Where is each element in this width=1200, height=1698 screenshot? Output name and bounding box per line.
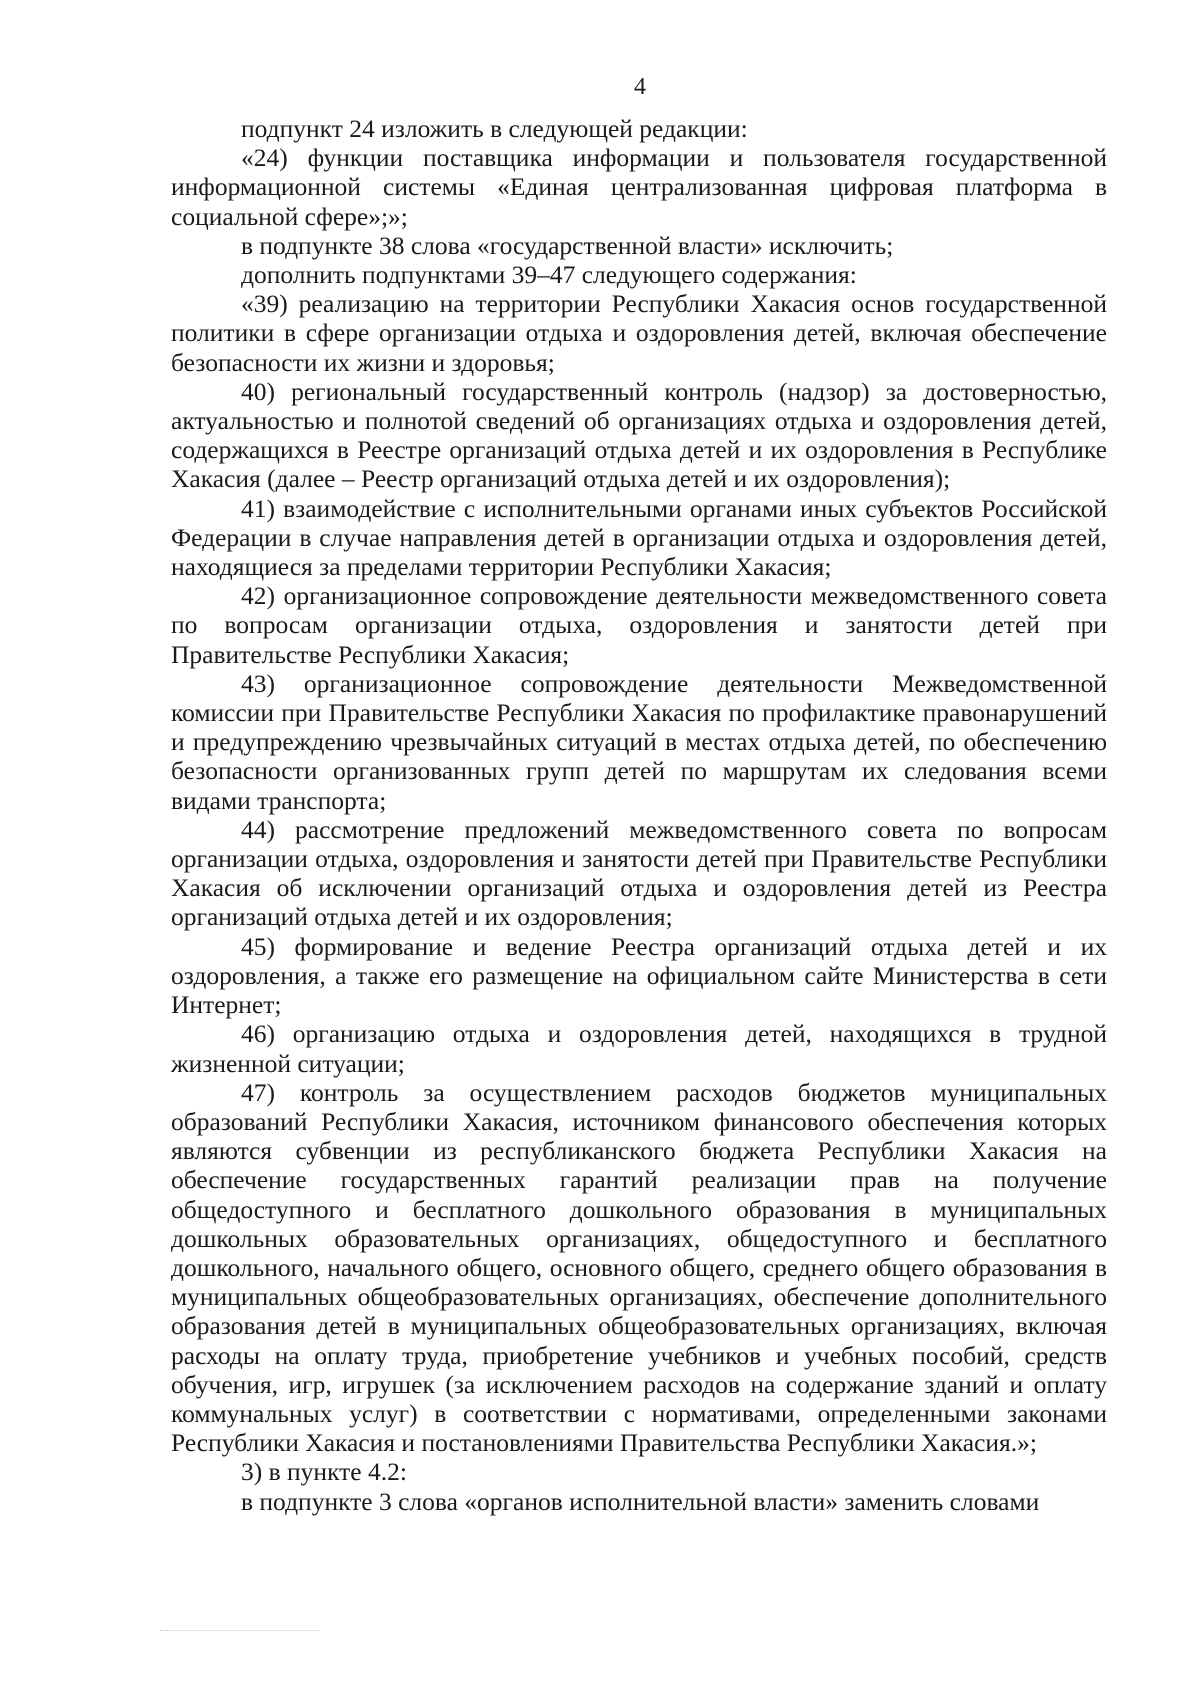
paragraph: дополнить подпунктами 39–47 следующего содержания: (241, 260, 857, 290)
paragraph: 44) рассмотрение предложений межведомственного совета по вопросам организации отдыха, оздоровления и занятости детей при Правительстве Республики Хакасия об исключении организаций отдыха и оздоровления детей из Реестра организаций отдыха детей и их оздоровления; (171, 814, 1107, 932)
scan-artifact (160, 1630, 320, 1635)
paragraph: «24) функции поставщика информации и пользователя государственной информационной системы «Единая централизованная цифровая платформа в социальной сфере»;»; (171, 143, 1107, 231)
paragraph: в подпункте 3 слова «органов исполнительной власти» заменить словами (241, 1486, 1040, 1516)
paragraph: 46) организацию отдыха и оздоровления детей, находящихся в трудной жизненной ситуации; (171, 1019, 1107, 1078)
paragraph: 41) взаимодействие с исполнительными органами иных субъектов Российской Федерации в случае направления детей в организации отдыха и оздоровления детей, находящиеся за пределами территории Республики Хакасия; (171, 493, 1107, 582)
paragraph: 42) организационное сопровождение деятельности межведомственного совета по вопросам организации отдыха, оздоровления и занятости детей при Правительстве Республики Хакасия; (171, 581, 1107, 669)
paragraph: 45) формирование и ведение Реестра организаций отдыха детей и их оздоровления, а также его размещение на официальном сайте Министерства в сети Интернет; (171, 931, 1107, 1020)
page-number: 4 (634, 74, 646, 100)
paragraph: 43) организационное сопровождение деятельности Межведомственной комиссии при Правительстве Республики Хакасия по профилактике правонарушений и предупреждению чрезвычайных ситуаций в местах отдыха детей, по обеспечению безопасности организованных групп детей по маршрутам их следования всеми видами транспорта; (171, 668, 1107, 815)
paragraph: 40) региональный государственный контроль (надзор) за достоверностью, актуальностью и полнотой сведений об организациях отдыха и оздоровления детей, содержащихся в Реестре организаций отдыха детей и их оздоровления в Республике Хакасия (далее – Реестр организаций отдыха детей и их оздоровления); (171, 376, 1107, 494)
paragraph: подпункт 24 изложить в следующей редакции: (241, 114, 748, 143)
document-body (171, 114, 1107, 1516)
paragraph: 47) контроль за осуществлением расходов бюджетов муниципальных образований Республики Хакасия, источником финансового обеспечения которых являются субвенции из республиканского бюджета Республики Хакасия на обеспечение государственных гарантий реализации прав на получение общедоступного и бесплатного дошкольного образования в муниципальных дошкольных образовательных организациях, общедоступного и бесплатного дошкольного, начального общего, основного общего, среднего общего образования в муниципальных общеобразовательных организациях, обеспечение дополнительного образования детей в муниципальных общеобразовательных организациях, включая расходы на оплату труда, приобретение учебников и учебных пособий, средств обучения, игр, игрушек (за исключением расходов на содержание зданий и оплату коммунальных услуг) в соответствии с нормативами, определенными законами Республики Хакасия и постановлениями Правительства Республики Хакасия.»; (171, 1077, 1107, 1458)
paragraph: в подпункте 38 слова «государственной власти» исключить; (241, 230, 894, 260)
paragraph: 3) в пункте 4.2: (241, 1457, 407, 1487)
paragraph: «39) реализацию на территории Республики Хакасия основ государственной политики в сфере организации отдыха и оздоровления детей, включая обеспечение безопасности их жизни и здоровья; (171, 289, 1107, 377)
